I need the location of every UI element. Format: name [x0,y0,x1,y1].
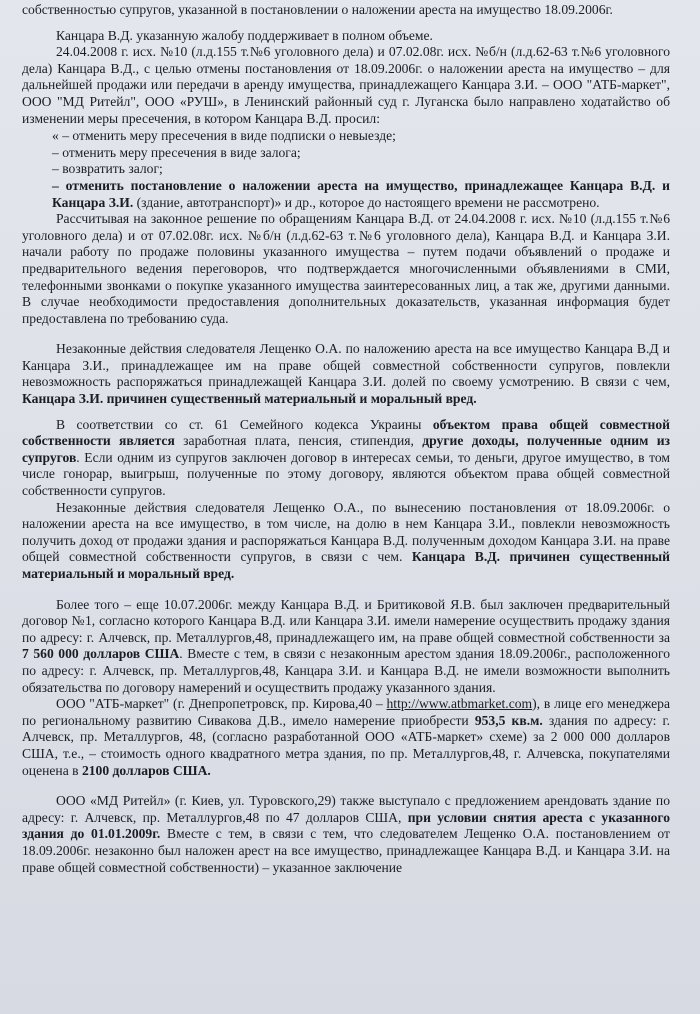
list-item-2: – отменить меру пресечения в виде залога; [52,144,301,160]
paragraph-illegal-actions-2: Незаконные действия следователя Лещенко О.А., по вынесению постановления от 18.09.2006г. о наложении ареста на все имущество, в том числе, на долю в нем Канцара З.И., повлекли невозможность получить доход от продажи здания и распоряжаться Канцара В.Д. полученным доходом Канцара З.И. на праве общей совместной собственности супругов, в связи с чем. Канцара В.Д. причинен существенный материальный и моральный вред. [22,499,671,581]
atbmarket-link[interactable]: http://www.atbmarket.com [386,696,533,712]
document-body [22,2,670,876]
list-item-3: – возвратить залог; [52,161,163,177]
paragraph-petition: 24.04.2008 г. исх. №10 (л.д.155 т.№6 уголовного дела) и 07.02.08г. исх. №б/н (л.д.62-63 т.№6 уголовного дела) Канцара В.Д., с целью отмены постановления от 18.09.2006г. о наложении ареста на имущество – для дальнейшей продажи или передачи в аренду имущества, принадлежащего Канцара З.И. – ООО "АТБ-маркет", ООО "МД Ритейл", ООО «РУШ», в Ленинский районный суд г. Луганска было направлено ходатайство об изменении меры пресечения, в котором Канцара В.Д. просил: [22,44,670,126]
paragraph-atb-market: ООО "АТБ-маркет" (г. Днепропетровск, пр. Кирова,40 – http://www.atbmarket.com), в лице его менеджера по региональному развитию Сивакова Д.В., имело намерение приобрести 953,5 кв.м. здания по адресу: г. Алчевск, пр. Металлургов, 48, (согласно разработанной ООО «АТБ-маркет» схеме) за 2 000 000 долларов США, т.е., – стоимость одного квадратного метра здания, по пр. Металлургов,48, г. Алчевска, покупателями оценена в 2100 долларов США. [22,696,670,778]
paragraph-continuation: собственностью супругов, указанной в постановлении о наложении ареста на имущество 18.09.2006г. [22,2,613,17]
list-item-4: – отменить постановление о наложении ареста на имущество, принадлежащее Канцара В.Д. и Канцара З.И. (здание, автотранспорт)» и др., которое до настоящего времени не рассмотрено. [52,177,670,210]
paragraph-family-code: В соответствии со ст. 61 Семейного кодекса Украины объектом права общей совместной собственности является заработная плата, пенсия, стипендия, другие доходы, полученные одним из супругов. Если одним из супругов заключен договор в интересах семьи, то деньги, другое имущество, в том числе гонорар, выигрыш, полученные по этому договору, являются объектом права общей совместной собственности супругов. [22,416,670,499]
paragraph-md-retail: ООО «МД Ритейл» (г. Киев, ул. Туровского,29) также выступало с предложением арендовать здание по адресу: г. Алчевск, пр. Металлургов,48 по 47 долларов США, при условии снятия ареста с указанного здания до 01.01.2009г. Вместе с тем, в связи с тем, что следователем Лещенко О.А. постановлением от 18.09.2006г. незаконно был наложен арест на все имущество, принадлежащее Канцара В.Д. и Канцара З.И. на праве общей совместной собственности) – указанное заключение [22,793,670,875]
paragraph-support: Канцара В.Д. указанную жалобу поддерживает в полном объеме. [56,27,433,43]
paragraph-expectation: Рассчитывая на законное решение по обращениям Канцара В.Д. от 24.04.2008 г. исх. №10 (л.д.155 т.№6 уголовного дела) и от 07.02.08г. исх. №б/н (л.д.62-63 т.№6 уголовного дела), Канцара В.Д. и Канцара З.И. начали работу по продаже половины указанного имущества – путем подачи объявлений о продаже и предварительного ведения переговоров, что подтверждается многочисленными объявлениями в СМИ, телефонными звонками о покупке указанного имущества заинтересованных лиц, а так же, другими данными. В случае необходимости предоставления дополнительных доказательств, указанная информация будет предоставлена по требованию суда. [22,211,670,326]
paragraph-illegal-actions-1: Незаконные действия следователя Лещенко О.А. по наложению ареста на все имущество Канцара В.Д и Канцара З.И., принадлежащее им на праве общей совместной собственности супругов, повлекли невозможность распоряжаться принадлежащей Канцара З.И. долей по своему усмотрению. В связи с чем, Канцара З.И. причинен существенный материальный и моральный вред. [22,341,670,407]
list-item-1: « – отменить меру пресечения в виде подписки о невыезде; [52,128,396,144]
paragraph-preliminary-contract: Более того – еще 10.07.2006г. между Канцара В.Д. и Бритиковой Я.В. был заключен предварительный договор №1, согласно которого Канцара В.Д. или Канцара З.И. имели намерение осуществить продажу здания по адресу: г. Алчевск, пр. Металлургов,48, принадлежащего им, на праве общей совместной собственности за 7 560 000 долларов США. Вместе с тем, в связи с незаконным арестом здания 18.09.2006г., расположенного по адресу: г. Алчевск, пр. Металлургов,48, Канцара З.И. и Канцара В.Д. не имели возможности выполнить обязательства по договору намерений и осуществить продажу указанного здания. [22,596,671,695]
